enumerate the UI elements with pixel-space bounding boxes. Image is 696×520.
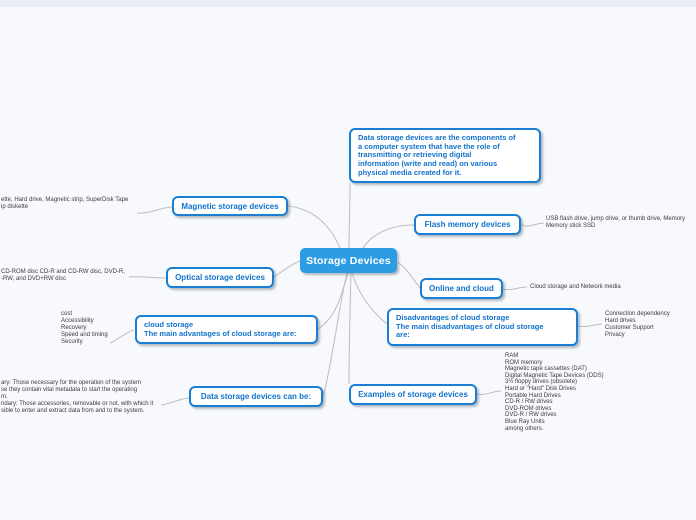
connector-root-disadvantages (352, 273, 387, 324)
connector-root-flash (363, 225, 414, 248)
connector-magnetic-detail (137, 207, 172, 213)
connector-disadvantages-list (578, 324, 602, 327)
connector-root-online (397, 262, 420, 288)
connector-root-optical (274, 261, 300, 277)
optical-devices-detail[interactable]: CD-ROM disc CD-R and CD-RW disc, DVD-R, -RW, and DVD+RW disc (1, 269, 125, 282)
connector-root-magnetic (288, 206, 340, 248)
node-flash-memory-devices[interactable]: Flash memory devices (414, 214, 521, 235)
connector-types-detail (161, 398, 189, 405)
cloud-disadvantages-list[interactable]: Connection dependency Hard drives Customer Support Privacy (605, 311, 670, 338)
node-storage-devices-root[interactable]: Storage Devices (300, 248, 397, 273)
connector-optical-detail (129, 277, 166, 278)
connector-advantages-list (110, 330, 134, 343)
node-data-storage-device-types[interactable]: Data storage devices can be: (189, 386, 323, 407)
magnetic-devices-detail[interactable]: ette, Hard drive, Magnetic strip, SuperDisk Tape ip diskette (1, 197, 129, 210)
cloud-advantages-list[interactable]: cost Accessibility Recovery Speed and timing Security (61, 311, 108, 345)
connector-definition-root (349, 183, 350, 248)
connector-flash-detail (521, 223, 544, 226)
storage-device-examples-list[interactable]: RAM ROM memory Magnetic tape cassettes (DAT) Digital Magnetic Tape Devices (DDS) 3½ floppy drives (obsolete) Hard or "Hard" Disk Drives Portable Hard Drives CD-R / RW drives DVD-ROM drives DVD-R / RW drives Blue Ray Units among others. (505, 353, 604, 432)
node-definition[interactable]: Data storage devices are the components of a computer system that have the role of transmitting or retrieving digital information (write and read) on various physical media created for it. (349, 128, 541, 183)
online-cloud-detail[interactable]: Cloud storage and Network media (530, 284, 621, 290)
node-online-and-cloud[interactable]: Online and cloud (420, 278, 503, 299)
node-optical-storage-devices[interactable]: Optical storage devices (166, 267, 274, 288)
node-magnetic-storage-devices[interactable]: Magnetic storage devices (172, 196, 288, 216)
connector-online-detail (503, 287, 527, 290)
connector-root-advantages (318, 273, 348, 329)
connector-root-examples (349, 273, 351, 384)
flash-devices-detail[interactable]: USB flash drive, jump drive, or thumb drive, Memory Memory stick SSD (546, 216, 686, 229)
node-cloud-storage-disadvantages[interactable]: Disadvantages of cloud storage The main disadvantages of cloud storage are: (387, 308, 578, 346)
connector-root-types (323, 273, 347, 397)
node-examples-of-storage-devices[interactable]: Examples of storage devices (349, 384, 477, 405)
node-cloud-storage-advantages[interactable]: cloud storage The main advantages of cloud storage are: (135, 315, 318, 344)
connector-examples-list (477, 391, 501, 394)
device-types-detail[interactable]: ary: Those necessary for the operation of the system se they contain vital metadata to start the operating m. ndary: Those accessories, removable or not, with which it sible to enter and extract data from and to the system. (1, 380, 154, 414)
